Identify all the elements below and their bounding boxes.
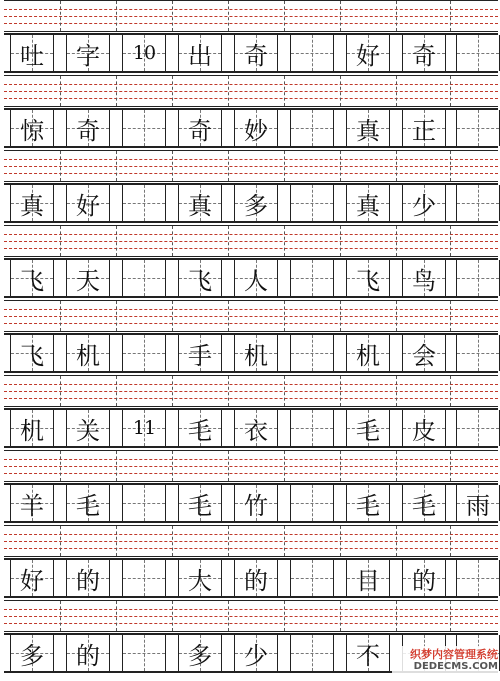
practice-character: 关 <box>76 416 100 445</box>
writing-cell <box>178 635 222 671</box>
pinyin-guide-line <box>4 173 498 174</box>
pinyin-cell-divider <box>60 1 61 31</box>
practice-character <box>123 635 165 671</box>
writing-cell <box>234 185 278 221</box>
writing-cell <box>122 635 166 671</box>
pinyin-cell-divider <box>450 76 451 106</box>
writing-cell <box>234 335 278 371</box>
pinyin-cell-divider <box>284 76 285 106</box>
pinyin-guide-line <box>4 98 498 99</box>
writing-cell <box>178 560 222 596</box>
pinyin-cell-divider <box>284 526 285 556</box>
pinyin-cell-divider <box>450 151 451 181</box>
pinyin-cell-divider <box>116 226 117 256</box>
writing-cell <box>10 260 54 296</box>
practice-character: 天 <box>76 266 100 295</box>
pinyin-cell-divider <box>172 301 173 331</box>
pinyin-cell-divider <box>228 301 229 331</box>
practice-character: 飞 <box>20 266 44 295</box>
practice-character: 惊 <box>20 116 44 145</box>
watermark-title: 织梦内容管理系统 <box>410 648 498 661</box>
pinyin-guide-band <box>4 525 498 557</box>
pinyin-cell-divider <box>172 76 173 106</box>
pinyin-guide-band <box>4 225 498 257</box>
pinyin-cell-divider <box>396 601 397 631</box>
practice-character: 多 <box>244 191 268 220</box>
pinyin-cell-divider <box>340 526 341 556</box>
practice-character: 目 <box>356 566 380 595</box>
pinyin-cell-divider <box>228 1 229 31</box>
pinyin-cell-divider <box>228 526 229 556</box>
writing-cell <box>402 35 446 71</box>
practice-character: 好 <box>20 566 44 595</box>
pinyin-guide-line <box>4 316 498 317</box>
pinyin-guide-band <box>4 0 498 32</box>
writing-cell <box>234 635 278 671</box>
writing-cell <box>234 560 278 596</box>
pinyin-guide-line <box>4 16 498 17</box>
pinyin-guide-line <box>4 616 498 617</box>
writing-cell <box>66 35 110 71</box>
practice-character <box>291 560 333 596</box>
writing-cell <box>66 185 110 221</box>
pinyin-cell-divider <box>228 226 229 256</box>
pinyin-cell-divider <box>284 601 285 631</box>
character-row <box>4 558 498 598</box>
practice-character: 毛 <box>412 491 436 520</box>
pinyin-cell-divider <box>450 601 451 631</box>
writing-cell <box>456 560 500 596</box>
writing-cell <box>10 560 54 596</box>
writing-cell <box>10 185 54 221</box>
pinyin-guide-line <box>4 391 498 392</box>
practice-character <box>291 635 333 671</box>
practice-character: 人 <box>244 266 268 295</box>
writing-cell <box>290 410 334 446</box>
writing-cell <box>290 560 334 596</box>
pinyin-cell-divider <box>172 451 173 481</box>
character-row <box>4 333 498 373</box>
writing-cell <box>122 560 166 596</box>
practice-character: 毛 <box>188 491 212 520</box>
writing-cell <box>234 410 278 446</box>
pinyin-cell-divider <box>396 376 397 406</box>
pinyin-guide-line <box>4 548 498 549</box>
writing-cell <box>10 110 54 146</box>
practice-character: 毛 <box>356 491 380 520</box>
practice-character: 好 <box>356 41 380 70</box>
writing-cell <box>66 410 110 446</box>
practice-character: 鸟 <box>412 266 436 295</box>
pinyin-cell-divider <box>116 76 117 106</box>
writing-cell <box>346 335 390 371</box>
writing-cell <box>66 335 110 371</box>
writing-cell <box>122 335 166 371</box>
practice-character <box>291 260 333 296</box>
practice-character: 会 <box>412 341 436 370</box>
pinyin-guide-line <box>4 623 498 624</box>
pinyin-cell-divider <box>172 226 173 256</box>
writing-cell <box>290 260 334 296</box>
practice-character <box>291 335 333 371</box>
practice-character <box>291 110 333 146</box>
pinyin-cell-divider <box>60 451 61 481</box>
practice-character: 真 <box>356 116 380 145</box>
practice-character <box>291 410 333 446</box>
practice-character: 手 <box>188 341 212 370</box>
writing-cell <box>456 335 500 371</box>
pinyin-guide-band <box>4 450 498 482</box>
practice-character <box>457 335 499 371</box>
pinyin-guide-line <box>4 398 498 399</box>
watermark <box>392 646 498 678</box>
writing-cell <box>290 110 334 146</box>
pinyin-cell-divider <box>284 451 285 481</box>
pinyin-cell-divider <box>396 526 397 556</box>
writing-cell <box>234 35 278 71</box>
pinyin-guide-line <box>4 609 498 610</box>
pinyin-guide-line <box>4 9 498 10</box>
practice-character <box>123 260 165 296</box>
writing-cell <box>122 410 166 446</box>
pinyin-guide-line <box>4 159 498 160</box>
pinyin-cell-divider <box>396 451 397 481</box>
practice-character: 雨 <box>466 491 490 520</box>
writing-cell <box>456 260 500 296</box>
writing-cell <box>346 185 390 221</box>
pinyin-cell-divider <box>450 226 451 256</box>
writing-cell <box>234 485 278 521</box>
practice-character: 奇 <box>188 116 212 145</box>
writing-cell <box>402 485 446 521</box>
writing-cell <box>346 260 390 296</box>
pinyin-cell-divider <box>228 76 229 106</box>
practice-character: 少 <box>244 641 268 670</box>
pinyin-guide-line <box>4 466 498 467</box>
practice-character: 正 <box>412 116 436 145</box>
pinyin-cell-divider <box>116 151 117 181</box>
pinyin-cell-divider <box>396 1 397 31</box>
pinyin-cell-divider <box>396 76 397 106</box>
pinyin-cell-divider <box>340 601 341 631</box>
writing-cell <box>402 410 446 446</box>
pinyin-guide-band <box>4 150 498 182</box>
writing-cell <box>178 185 222 221</box>
writing-cell <box>178 110 222 146</box>
writing-cell <box>402 185 446 221</box>
practice-character: 的 <box>244 566 268 595</box>
writing-cell <box>122 260 166 296</box>
practice-character <box>291 185 333 221</box>
writing-cell <box>402 560 446 596</box>
practice-character: 的 <box>76 641 100 670</box>
writing-cell <box>290 335 334 371</box>
pinyin-cell-divider <box>450 376 451 406</box>
practice-character: 好 <box>76 191 100 220</box>
character-row <box>4 408 498 448</box>
writing-cell <box>178 35 222 71</box>
pinyin-cell-divider <box>340 226 341 256</box>
practice-character: 妙 <box>244 116 268 145</box>
practice-character: 飞 <box>356 266 380 295</box>
practice-character: 奇 <box>76 116 100 145</box>
writing-cell <box>10 635 54 671</box>
practice-character: 飞 <box>20 341 44 370</box>
practice-character: 机 <box>244 341 268 370</box>
pinyin-cell-divider <box>228 151 229 181</box>
pinyin-guide-line <box>4 234 498 235</box>
writing-cell <box>178 410 222 446</box>
writing-cell <box>346 560 390 596</box>
pinyin-cell-divider <box>228 376 229 406</box>
watermark-url: DEDECMS.COM <box>413 661 498 672</box>
pinyin-guide-line <box>4 384 498 385</box>
practice-character: 多 <box>188 641 212 670</box>
practice-character: 少 <box>412 191 436 220</box>
pinyin-cell-divider <box>172 601 173 631</box>
writing-cell <box>456 35 500 71</box>
character-row <box>4 183 498 223</box>
writing-cell <box>346 485 390 521</box>
practice-character: 毛 <box>76 491 100 520</box>
pinyin-cell-divider <box>60 601 61 631</box>
practice-character: 大 <box>188 566 212 595</box>
practice-character: 的 <box>76 566 100 595</box>
practice-character <box>457 110 499 146</box>
practice-character: 奇 <box>244 41 268 70</box>
writing-cell <box>290 635 334 671</box>
pinyin-guide-line <box>4 241 498 242</box>
practice-character <box>291 35 333 71</box>
pinyin-cell-divider <box>340 451 341 481</box>
pinyin-cell-divider <box>116 526 117 556</box>
writing-cell <box>66 635 110 671</box>
practice-character: 衣 <box>244 416 268 445</box>
writing-cell <box>10 335 54 371</box>
pinyin-cell-divider <box>284 1 285 31</box>
pinyin-cell-divider <box>284 151 285 181</box>
practice-character: 毛 <box>188 416 212 445</box>
pinyin-cell-divider <box>450 301 451 331</box>
pinyin-cell-divider <box>116 601 117 631</box>
practice-character: 字 <box>76 41 100 70</box>
practice-character: 多 <box>20 641 44 670</box>
practice-character: 吐 <box>20 41 44 70</box>
lesson-number: 11 <box>132 417 156 439</box>
writing-cell <box>178 485 222 521</box>
writing-cell <box>456 110 500 146</box>
practice-character: 出 <box>188 41 212 70</box>
writing-cell <box>66 260 110 296</box>
pinyin-cell-divider <box>396 226 397 256</box>
pinyin-guide-line <box>4 459 498 460</box>
pinyin-cell-divider <box>60 301 61 331</box>
practice-character <box>123 185 165 221</box>
pinyin-cell-divider <box>116 1 117 31</box>
practice-character: 飞 <box>188 266 212 295</box>
writing-cell <box>290 185 334 221</box>
pinyin-cell-divider <box>450 1 451 31</box>
practice-character <box>457 410 499 446</box>
pinyin-guide-line <box>4 534 498 535</box>
pinyin-guide-line <box>4 473 498 474</box>
practice-character: 毛 <box>356 416 380 445</box>
pinyin-cell-divider <box>60 76 61 106</box>
practice-character: 不 <box>356 641 380 670</box>
writing-cell <box>66 560 110 596</box>
pinyin-guide-line <box>4 323 498 324</box>
writing-cell <box>402 260 446 296</box>
writing-cell <box>290 485 334 521</box>
writing-cell <box>456 485 500 521</box>
pinyin-cell-divider <box>172 151 173 181</box>
character-row <box>4 33 498 73</box>
pinyin-guide-line <box>4 84 498 85</box>
pinyin-cell-divider <box>284 226 285 256</box>
practice-character: 机 <box>20 416 44 445</box>
practice-character: 羊 <box>20 491 44 520</box>
pinyin-cell-divider <box>172 526 173 556</box>
character-row <box>4 108 498 148</box>
pinyin-cell-divider <box>340 151 341 181</box>
practice-character <box>123 560 165 596</box>
pinyin-guide-line <box>4 166 498 167</box>
pinyin-cell-divider <box>396 301 397 331</box>
pinyin-cell-divider <box>340 301 341 331</box>
pinyin-cell-divider <box>172 376 173 406</box>
pinyin-guide-band <box>4 375 498 407</box>
writing-cell <box>234 110 278 146</box>
writing-cell <box>122 485 166 521</box>
writing-cell <box>402 335 446 371</box>
writing-cell <box>122 35 166 71</box>
practice-character: 机 <box>356 341 380 370</box>
writing-cell <box>456 410 500 446</box>
practice-character <box>123 110 165 146</box>
practice-character <box>457 560 499 596</box>
pinyin-guide-line <box>4 23 498 24</box>
practice-character: 奇 <box>412 41 436 70</box>
writing-cell <box>178 335 222 371</box>
pinyin-cell-divider <box>340 76 341 106</box>
character-row <box>4 258 498 298</box>
pinyin-cell-divider <box>60 151 61 181</box>
practice-character: 的 <box>412 566 436 595</box>
pinyin-guide-band <box>4 300 498 332</box>
practice-character <box>123 335 165 371</box>
pinyin-cell-divider <box>116 301 117 331</box>
writing-cell <box>66 110 110 146</box>
practice-character <box>291 485 333 521</box>
lesson-number: 10 <box>132 42 156 64</box>
pinyin-cell-divider <box>172 1 173 31</box>
character-row <box>4 483 498 523</box>
practice-character <box>123 485 165 521</box>
practice-character: 真 <box>20 191 44 220</box>
writing-cell <box>346 635 390 671</box>
practice-character <box>457 260 499 296</box>
pinyin-guide-band <box>4 75 498 107</box>
practice-character <box>457 35 499 71</box>
pinyin-guide-band <box>4 600 498 632</box>
writing-cell <box>346 35 390 71</box>
writing-cell <box>122 185 166 221</box>
practice-character <box>457 185 499 221</box>
pinyin-cell-divider <box>60 226 61 256</box>
pinyin-guide-line <box>4 541 498 542</box>
practice-character: 真 <box>356 191 380 220</box>
practice-character: 皮 <box>412 416 436 445</box>
writing-cell <box>10 485 54 521</box>
pinyin-cell-divider <box>284 376 285 406</box>
pinyin-cell-divider <box>340 376 341 406</box>
practice-character: 竹 <box>244 491 268 520</box>
pinyin-cell-divider <box>116 451 117 481</box>
pinyin-guide-line <box>4 91 498 92</box>
pinyin-cell-divider <box>228 601 229 631</box>
writing-cell <box>346 110 390 146</box>
writing-cell <box>10 35 54 71</box>
writing-cell <box>402 110 446 146</box>
writing-cell <box>346 410 390 446</box>
pinyin-cell-divider <box>60 376 61 406</box>
writing-cell <box>178 260 222 296</box>
writing-cell <box>234 260 278 296</box>
pinyin-guide-line <box>4 248 498 249</box>
pinyin-cell-divider <box>60 526 61 556</box>
practice-character: 机 <box>76 341 100 370</box>
practice-character: 真 <box>188 191 212 220</box>
writing-cell <box>66 485 110 521</box>
writing-cell <box>290 35 334 71</box>
writing-cell <box>122 110 166 146</box>
pinyin-guide-line <box>4 309 498 310</box>
writing-cell <box>456 185 500 221</box>
pinyin-cell-divider <box>396 151 397 181</box>
pinyin-cell-divider <box>284 301 285 331</box>
pinyin-cell-divider <box>450 526 451 556</box>
pinyin-cell-divider <box>116 376 117 406</box>
pinyin-cell-divider <box>228 451 229 481</box>
pinyin-cell-divider <box>340 1 341 31</box>
pinyin-cell-divider <box>450 451 451 481</box>
writing-cell <box>10 410 54 446</box>
